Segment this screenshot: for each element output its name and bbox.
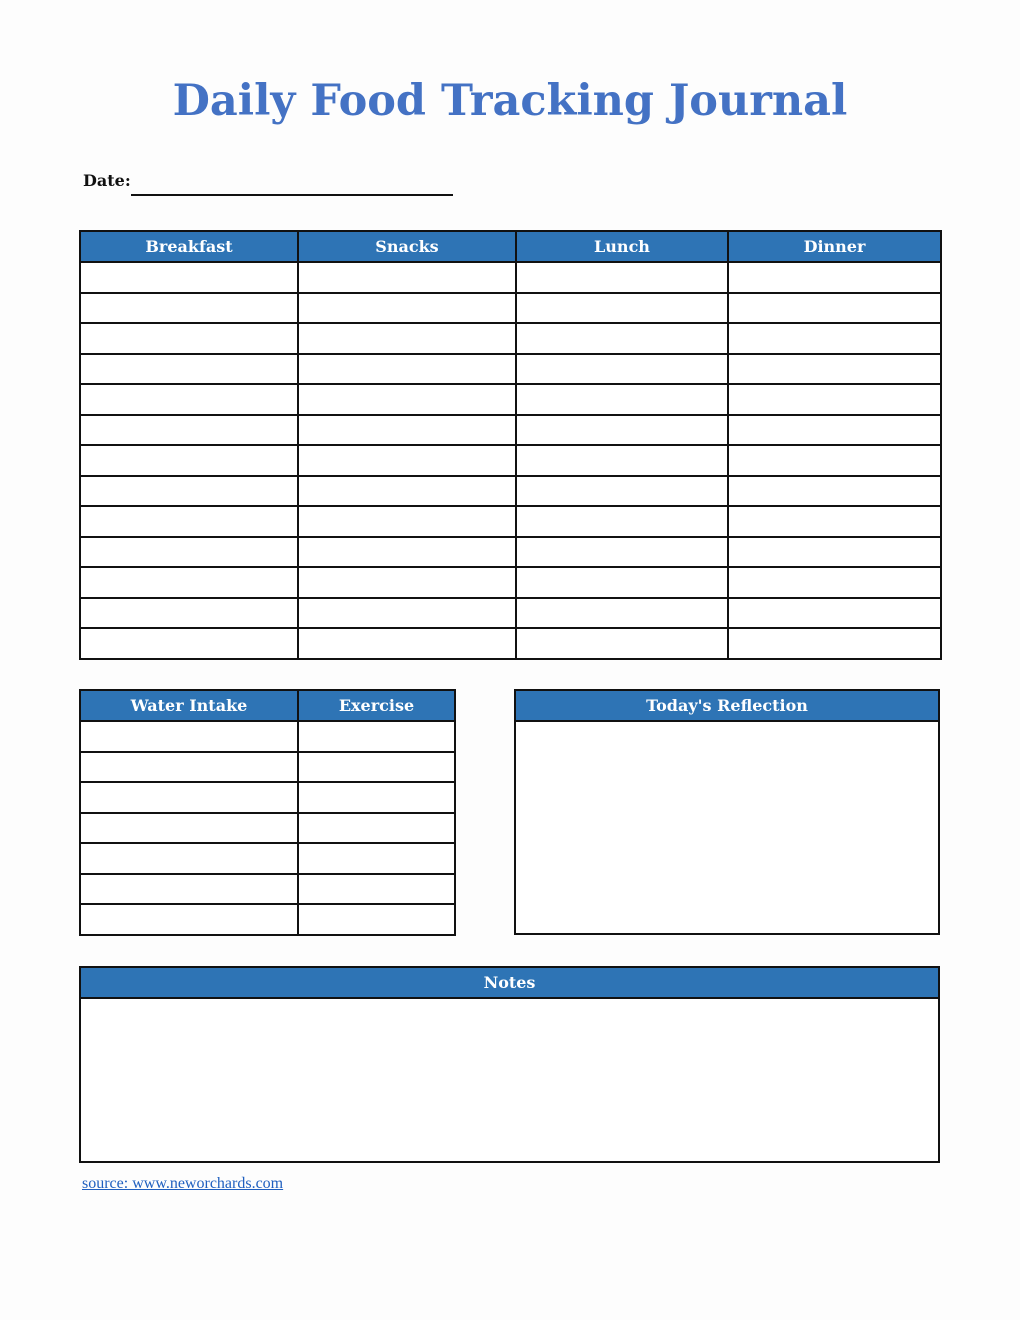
- table-row: [80, 843, 455, 874]
- date-label: Date:: [83, 171, 131, 190]
- entry-cell[interactable]: [728, 628, 941, 659]
- entry-cell[interactable]: [728, 293, 941, 324]
- header-notes: Notes: [80, 967, 939, 998]
- entry-cell[interactable]: [298, 415, 516, 446]
- header-reflection: Today's Reflection: [515, 690, 939, 721]
- entry-cell[interactable]: [298, 598, 516, 629]
- entry-cell[interactable]: [728, 445, 941, 476]
- notes-input[interactable]: [80, 998, 939, 1162]
- entry-cell[interactable]: [80, 262, 298, 293]
- entry-cell[interactable]: [728, 384, 941, 415]
- entry-cell[interactable]: [516, 628, 728, 659]
- water-exercise-table: [79, 689, 456, 936]
- entry-cell[interactable]: [298, 476, 516, 507]
- entry-cell[interactable]: [516, 445, 728, 476]
- entry-cell[interactable]: [728, 598, 941, 629]
- table-row: [80, 598, 941, 629]
- entry-cell[interactable]: [298, 384, 516, 415]
- entry-cell[interactable]: [80, 843, 298, 874]
- source-link[interactable]: source: www.neworchards.com: [82, 1175, 284, 1192]
- header-exercise: Exercise: [298, 690, 455, 721]
- table-row: [80, 354, 941, 385]
- entry-cell[interactable]: [298, 874, 455, 905]
- entry-cell[interactable]: [80, 323, 298, 354]
- header-snacks: Snacks: [298, 231, 516, 262]
- entry-cell[interactable]: [728, 354, 941, 385]
- entry-cell[interactable]: [80, 354, 298, 385]
- table-row: [80, 506, 941, 537]
- table-row: [80, 415, 941, 446]
- header-lunch: Lunch: [516, 231, 728, 262]
- header-dinner: Dinner: [728, 231, 941, 262]
- entry-cell[interactable]: [728, 262, 941, 293]
- entry-cell[interactable]: [298, 782, 455, 813]
- table-row: [80, 445, 941, 476]
- entry-cell[interactable]: [728, 476, 941, 507]
- table-row: [80, 384, 941, 415]
- entry-cell[interactable]: [80, 293, 298, 324]
- entry-cell[interactable]: [516, 415, 728, 446]
- entry-cell[interactable]: [516, 567, 728, 598]
- entry-cell[interactable]: [516, 537, 728, 568]
- date-input-line[interactable]: [131, 194, 453, 196]
- table-row: [80, 874, 455, 905]
- table-row: [80, 293, 941, 324]
- entry-cell[interactable]: [298, 843, 455, 874]
- reflection-input[interactable]: [515, 721, 939, 934]
- table-row: [80, 813, 455, 844]
- entry-cell[interactable]: [80, 782, 298, 813]
- table-row: [80, 628, 941, 659]
- header-water-intake: Water Intake: [80, 690, 298, 721]
- entry-cell[interactable]: [516, 323, 728, 354]
- entry-cell[interactable]: [80, 904, 298, 935]
- entry-cell[interactable]: [80, 721, 298, 752]
- entry-cell[interactable]: [728, 537, 941, 568]
- entry-cell[interactable]: [298, 752, 455, 783]
- entry-cell[interactable]: [728, 415, 941, 446]
- table-row: [80, 476, 941, 507]
- notes-box: [79, 966, 940, 1163]
- entry-cell[interactable]: [298, 567, 516, 598]
- table-row: [80, 537, 941, 568]
- entry-cell[interactable]: [298, 904, 455, 935]
- entry-cell[interactable]: [298, 506, 516, 537]
- page-title: Daily Food Tracking Journal: [172, 76, 848, 126]
- entry-cell[interactable]: [516, 506, 728, 537]
- table-row: [80, 262, 941, 293]
- entry-cell[interactable]: [516, 598, 728, 629]
- entry-cell[interactable]: [80, 384, 298, 415]
- entry-cell[interactable]: [728, 506, 941, 537]
- entry-cell[interactable]: [516, 384, 728, 415]
- header-breakfast: Breakfast: [80, 231, 298, 262]
- entry-cell[interactable]: [80, 476, 298, 507]
- entry-cell[interactable]: [80, 445, 298, 476]
- entry-cell[interactable]: [516, 293, 728, 324]
- entry-cell[interactable]: [516, 354, 728, 385]
- entry-cell[interactable]: [80, 874, 298, 905]
- entry-cell[interactable]: [80, 628, 298, 659]
- entry-cell[interactable]: [298, 323, 516, 354]
- table-row: [80, 904, 455, 935]
- entry-cell[interactable]: [728, 567, 941, 598]
- entry-cell[interactable]: [298, 813, 455, 844]
- table-row: [80, 323, 941, 354]
- entry-cell[interactable]: [298, 293, 516, 324]
- entry-cell[interactable]: [516, 262, 728, 293]
- meals-table: [79, 230, 942, 660]
- entry-cell[interactable]: [80, 598, 298, 629]
- entry-cell[interactable]: [80, 415, 298, 446]
- entry-cell[interactable]: [298, 262, 516, 293]
- entry-cell[interactable]: [298, 537, 516, 568]
- entry-cell[interactable]: [298, 628, 516, 659]
- entry-cell[interactable]: [298, 721, 455, 752]
- table-row: [80, 782, 455, 813]
- entry-cell[interactable]: [80, 537, 298, 568]
- table-row: [80, 721, 455, 752]
- reflection-box: [514, 689, 940, 935]
- entry-cell[interactable]: [298, 354, 516, 385]
- entry-cell[interactable]: [80, 567, 298, 598]
- table-row: [80, 752, 455, 783]
- entry-cell[interactable]: [80, 506, 298, 537]
- entry-cell[interactable]: [516, 476, 728, 507]
- entry-cell[interactable]: [728, 323, 941, 354]
- entry-cell[interactable]: [298, 445, 516, 476]
- entry-cell[interactable]: [80, 752, 298, 783]
- table-row: [80, 567, 941, 598]
- entry-cell[interactable]: [80, 813, 298, 844]
